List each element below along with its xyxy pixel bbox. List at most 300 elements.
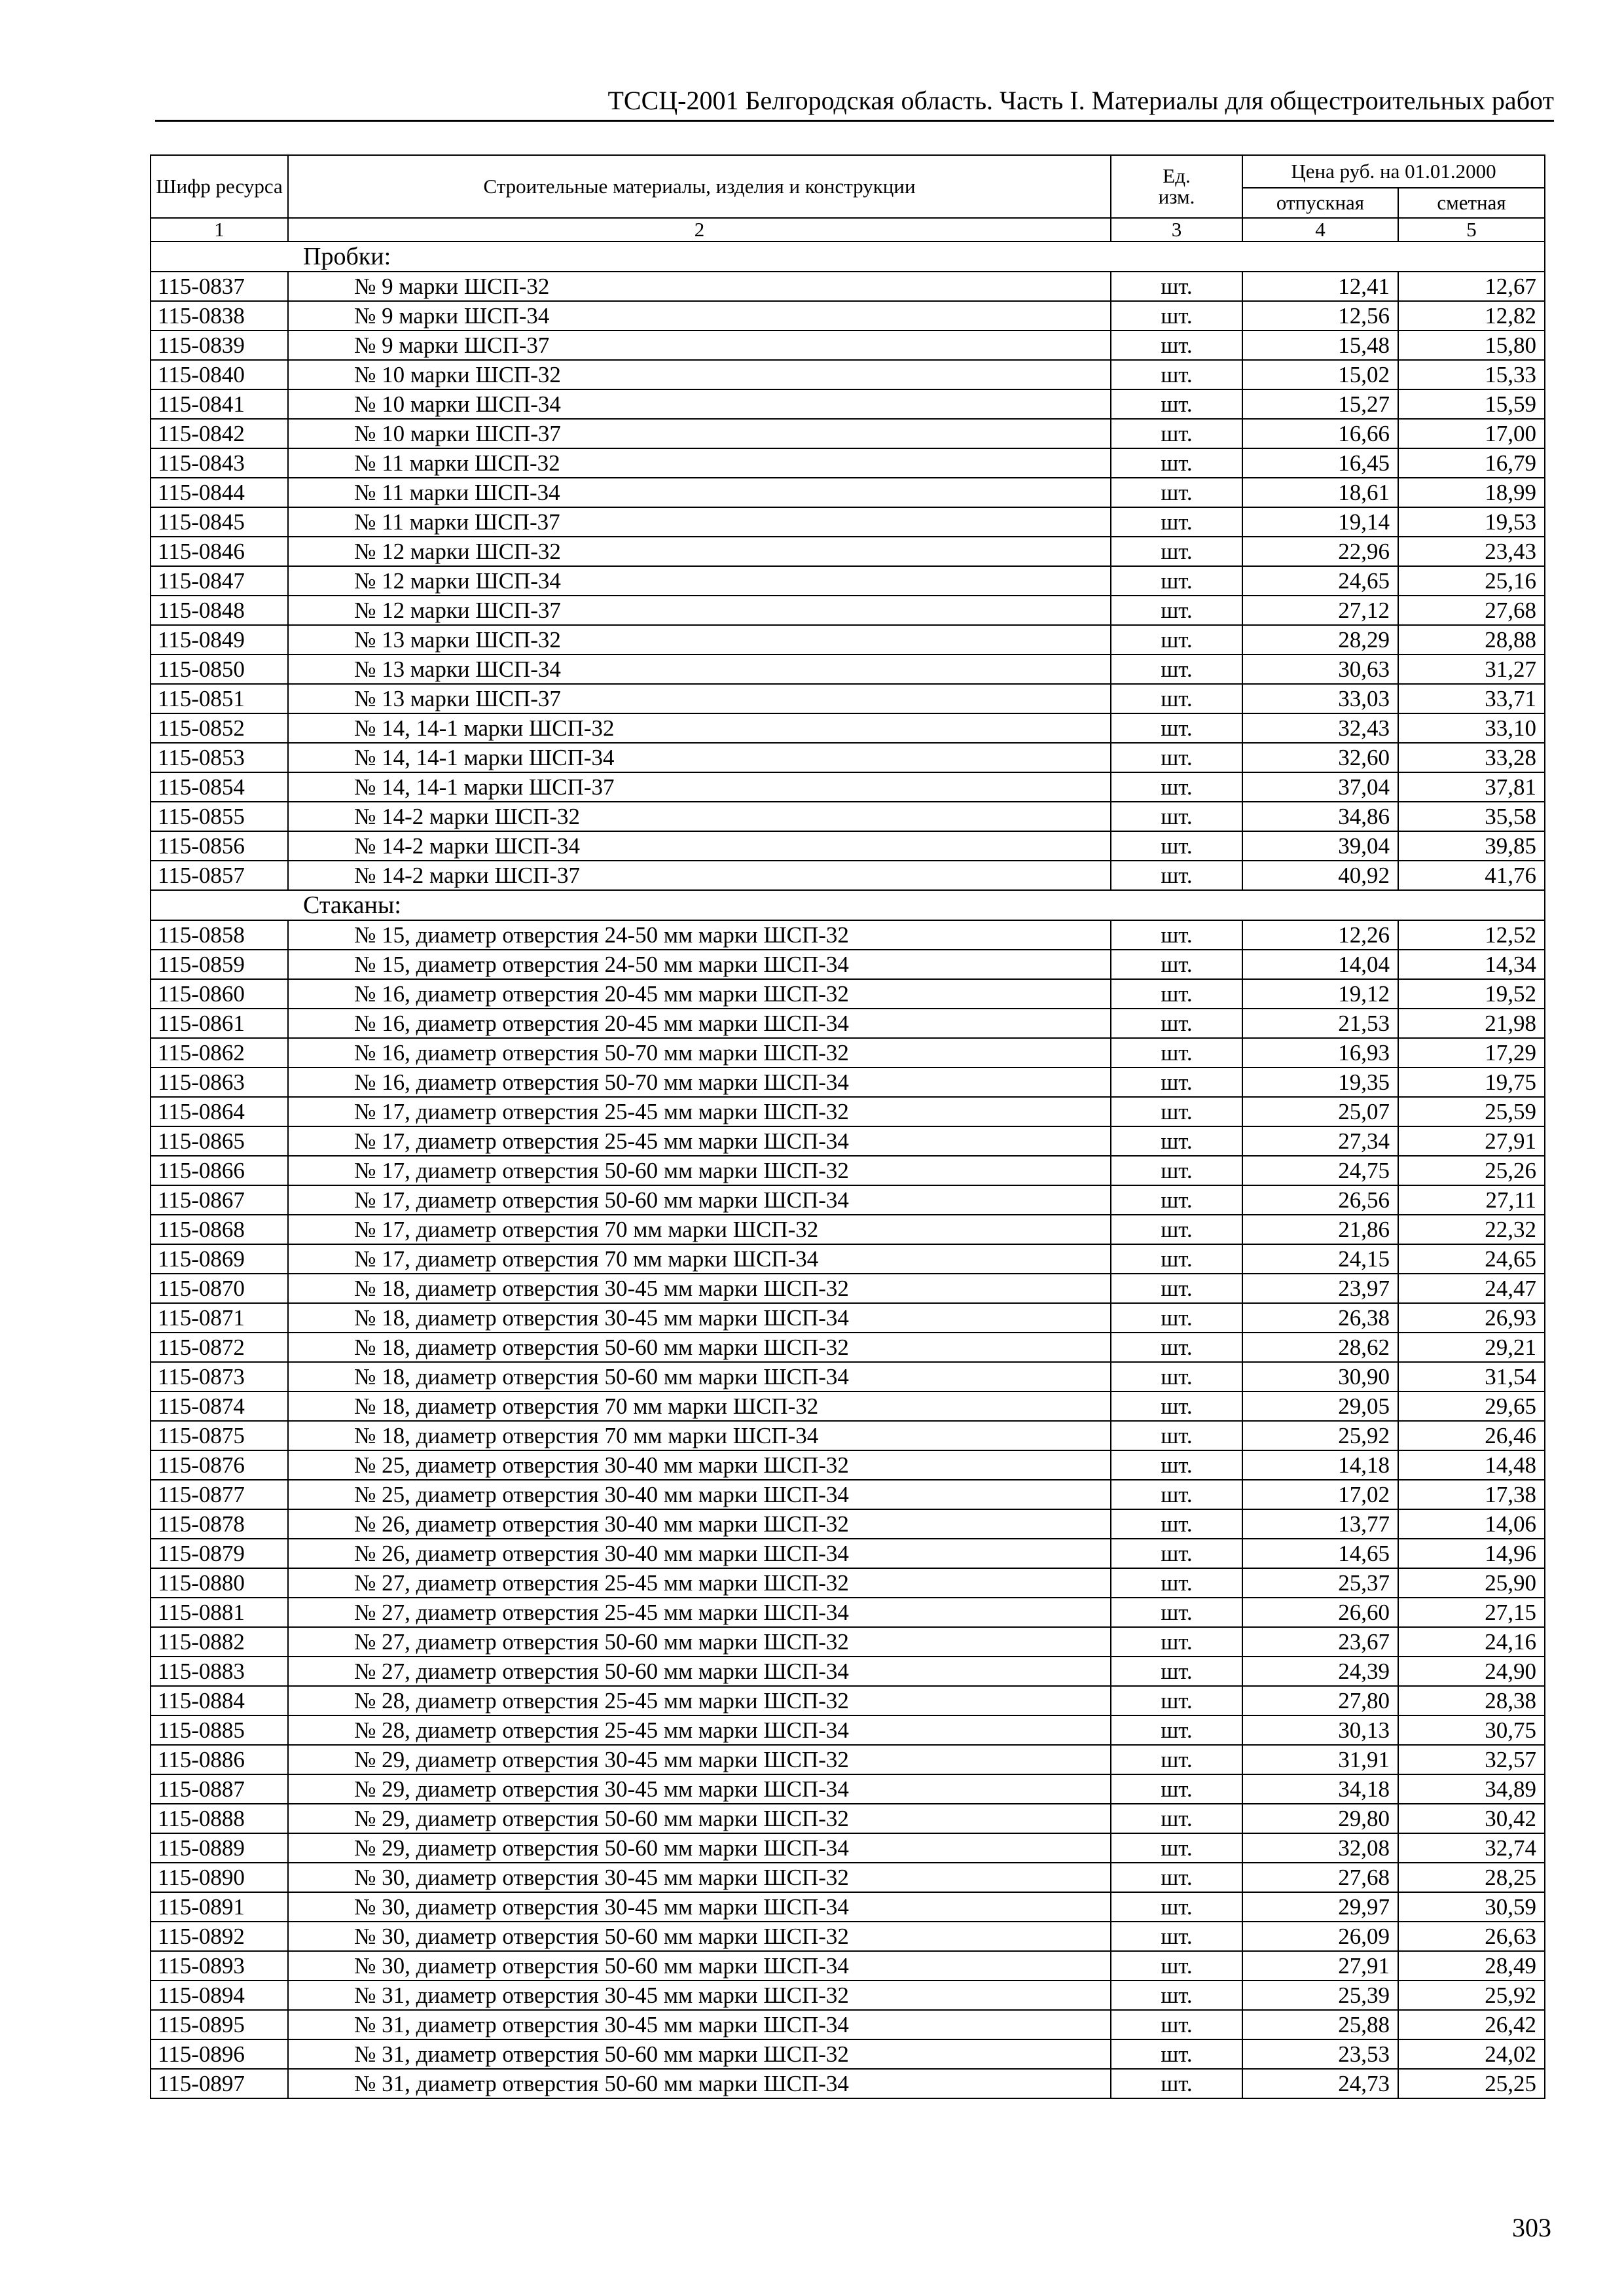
- table-row: [151, 1922, 1545, 1951]
- cell-name: № 9 марки ШСП-37: [288, 331, 1111, 360]
- cell-price-release: 27,12: [1242, 596, 1398, 625]
- table-row: [151, 1450, 1545, 1480]
- cell-name: № 11 марки ШСП-34: [288, 478, 1111, 507]
- cell-unit: шт.: [1111, 1303, 1242, 1333]
- table-header-row: [151, 155, 1545, 188]
- cell-unit: шт.: [1111, 1244, 1242, 1274]
- cell-unit: шт.: [1111, 1833, 1242, 1863]
- cell-name: № 25, диаметр отверстия 30-40 мм марки ШСП-32: [288, 1450, 1111, 1480]
- table-row: [151, 1627, 1545, 1657]
- cell-code: 115-0876: [151, 1450, 288, 1480]
- section-title-cell: [151, 890, 1545, 920]
- cell-price-estimate: 21,98: [1398, 1009, 1545, 1038]
- table-row: [151, 1598, 1545, 1627]
- cell-code: 115-0874: [151, 1391, 288, 1421]
- section-header-row: [151, 890, 1545, 920]
- cell-price-estimate: 15,80: [1398, 331, 1545, 360]
- table-row: [151, 2069, 1545, 2098]
- cell-price-estimate: 27,11: [1398, 1185, 1545, 1215]
- cell-price-estimate: 24,65: [1398, 1244, 1545, 1274]
- cell-unit: шт.: [1111, 1863, 1242, 1892]
- cell-code: 115-0863: [151, 1067, 288, 1097]
- table-row: [151, 1185, 1545, 1215]
- cell-price-estimate: 29,21: [1398, 1333, 1545, 1362]
- cell-code: 115-0875: [151, 1421, 288, 1450]
- cell-price-release: 33,03: [1242, 684, 1398, 713]
- cell-name: № 13 марки ШСП-32: [288, 625, 1111, 655]
- table-row: [151, 1421, 1545, 1450]
- cell-code: 115-0888: [151, 1804, 288, 1833]
- cell-unit: шт.: [1111, 507, 1242, 537]
- cell-unit: шт.: [1111, 1892, 1242, 1922]
- cell-name: № 26, диаметр отверстия 30-40 мм марки ШСП-32: [288, 1509, 1111, 1539]
- cell-unit: шт.: [1111, 1745, 1242, 1774]
- cell-code: 115-0839: [151, 331, 288, 360]
- cell-price-release: 17,02: [1242, 1480, 1398, 1509]
- cell-name: № 10 марки ШСП-32: [288, 360, 1111, 389]
- cell-price-estimate: 25,92: [1398, 1981, 1545, 2010]
- table-body: [151, 242, 1545, 2098]
- cell-price-estimate: 28,49: [1398, 1951, 1545, 1981]
- cell-name: № 13 марки ШСП-37: [288, 684, 1111, 713]
- cell-name: № 29, диаметр отверстия 30-45 мм марки ШСП-32: [288, 1745, 1111, 1774]
- table-row: [151, 1067, 1545, 1097]
- cell-price-release: 26,38: [1242, 1303, 1398, 1333]
- cell-price-release: 26,56: [1242, 1185, 1398, 1215]
- cell-name: № 26, диаметр отверстия 30-40 мм марки ШСП-34: [288, 1539, 1111, 1568]
- cell-name: № 31, диаметр отверстия 50-60 мм марки ШСП-34: [288, 2069, 1111, 2098]
- cell-code: 115-0871: [151, 1303, 288, 1333]
- cell-unit: шт.: [1111, 1568, 1242, 1598]
- cell-code: 115-0847: [151, 566, 288, 596]
- cell-code: 115-0873: [151, 1362, 288, 1391]
- cell-price-release: 32,43: [1242, 713, 1398, 743]
- cell-price-release: 19,35: [1242, 1067, 1398, 1097]
- cell-code: 115-0851: [151, 684, 288, 713]
- table-row: [151, 360, 1545, 389]
- cell-unit: шт.: [1111, 1067, 1242, 1097]
- cell-name: № 18, диаметр отверстия 50-60 мм марки ШСП-34: [288, 1362, 1111, 1391]
- cell-unit: шт.: [1111, 920, 1242, 950]
- cell-name: № 11 марки ШСП-37: [288, 507, 1111, 537]
- table-row: [151, 1156, 1545, 1185]
- cell-price-release: 32,60: [1242, 743, 1398, 772]
- cell-unit: шт.: [1111, 1362, 1242, 1391]
- cell-price-release: 30,90: [1242, 1362, 1398, 1391]
- cell-price-estimate: 26,46: [1398, 1421, 1545, 1450]
- price-table: [150, 154, 1545, 2099]
- cell-unit: шт.: [1111, 1333, 1242, 1362]
- cell-price-estimate: 41,76: [1398, 861, 1545, 890]
- cell-code: 115-0867: [151, 1185, 288, 1215]
- cell-price-release: 21,86: [1242, 1215, 1398, 1244]
- cell-price-release: 12,56: [1242, 301, 1398, 331]
- cell-code: 115-0889: [151, 1833, 288, 1863]
- table-row: [151, 655, 1545, 684]
- cell-price-release: 39,04: [1242, 831, 1398, 861]
- cell-price-estimate: 25,59: [1398, 1097, 1545, 1126]
- cell-unit: шт.: [1111, 360, 1242, 389]
- table-row: [151, 537, 1545, 566]
- table-row: [151, 1774, 1545, 1804]
- cell-code: 115-0877: [151, 1480, 288, 1509]
- cell-price-release: 24,65: [1242, 566, 1398, 596]
- table-row: [151, 1892, 1545, 1922]
- cell-unit: шт.: [1111, 802, 1242, 831]
- cell-unit: шт.: [1111, 272, 1242, 301]
- cell-code: 115-0892: [151, 1922, 288, 1951]
- cell-code: 115-0879: [151, 1539, 288, 1568]
- cell-price-estimate: 14,06: [1398, 1509, 1545, 1539]
- cell-code: 115-0855: [151, 802, 288, 831]
- cell-price-estimate: 12,67: [1398, 272, 1545, 301]
- cell-code: 115-0894: [151, 1981, 288, 2010]
- cell-price-release: 40,92: [1242, 861, 1398, 890]
- cell-name: № 17, диаметр отверстия 50-60 мм марки ШСП-32: [288, 1156, 1111, 1185]
- table-row: [151, 920, 1545, 950]
- cell-name: № 29, диаметр отверстия 30-45 мм марки ШСП-34: [288, 1774, 1111, 1804]
- header-price-estimate: сметная: [1398, 188, 1545, 218]
- cell-price-release: 30,63: [1242, 655, 1398, 684]
- cell-price-estimate: 17,29: [1398, 1038, 1545, 1067]
- table-row: [151, 272, 1545, 301]
- cell-code: 115-0854: [151, 772, 288, 802]
- cell-price-estimate: 33,10: [1398, 713, 1545, 743]
- cell-unit: шт.: [1111, 1480, 1242, 1509]
- table-row: [151, 1126, 1545, 1156]
- cell-unit: шт.: [1111, 596, 1242, 625]
- cell-price-release: 25,37: [1242, 1568, 1398, 1598]
- cell-price-release: 16,66: [1242, 419, 1398, 448]
- cell-unit: шт.: [1111, 1009, 1242, 1038]
- cell-name: № 14-2 марки ШСП-37: [288, 861, 1111, 890]
- section-title-cell: [151, 242, 1545, 272]
- cell-price-estimate: 15,59: [1398, 389, 1545, 419]
- cell-price-estimate: 37,81: [1398, 772, 1545, 802]
- table-row: [151, 566, 1545, 596]
- cell-unit: шт.: [1111, 625, 1242, 655]
- table-row: [151, 979, 1545, 1009]
- cell-price-release: 32,08: [1242, 1833, 1398, 1863]
- cell-name: № 31, диаметр отверстия 30-45 мм марки ШСП-34: [288, 2010, 1111, 2039]
- cell-price-release: 26,60: [1242, 1598, 1398, 1627]
- column-number: 2: [288, 218, 1111, 242]
- cell-price-release: 25,39: [1242, 1981, 1398, 2010]
- cell-price-estimate: 17,00: [1398, 419, 1545, 448]
- cell-unit: шт.: [1111, 2069, 1242, 2098]
- table-row: [151, 1244, 1545, 1274]
- cell-unit: шт.: [1111, 566, 1242, 596]
- cell-name: № 18, диаметр отверстия 30-45 мм марки ШСП-34: [288, 1303, 1111, 1333]
- cell-name: № 31, диаметр отверстия 30-45 мм марки ШСП-32: [288, 1981, 1111, 2010]
- table-row: [151, 1657, 1545, 1686]
- cell-name: № 15, диаметр отверстия 24-50 мм марки ШСП-32: [288, 920, 1111, 950]
- cell-unit: шт.: [1111, 772, 1242, 802]
- cell-unit: шт.: [1111, 1598, 1242, 1627]
- cell-price-release: 19,14: [1242, 507, 1398, 537]
- cell-code: 115-0840: [151, 360, 288, 389]
- cell-unit: шт.: [1111, 1657, 1242, 1686]
- cell-unit: шт.: [1111, 1421, 1242, 1450]
- cell-unit: шт.: [1111, 389, 1242, 419]
- cell-code: 115-0844: [151, 478, 288, 507]
- table-row: [151, 419, 1545, 448]
- cell-unit: шт.: [1111, 1126, 1242, 1156]
- cell-unit: шт.: [1111, 1391, 1242, 1421]
- cell-price-release: 27,68: [1242, 1863, 1398, 1892]
- cell-price-release: 28,62: [1242, 1333, 1398, 1362]
- cell-code: 115-0897: [151, 2069, 288, 2098]
- cell-code: 115-0861: [151, 1009, 288, 1038]
- cell-code: 115-0837: [151, 272, 288, 301]
- cell-code: 115-0843: [151, 448, 288, 478]
- cell-unit: шт.: [1111, 331, 1242, 360]
- cell-name: № 31, диаметр отверстия 50-60 мм марки ШСП-32: [288, 2039, 1111, 2069]
- cell-name: № 14-2 марки ШСП-32: [288, 802, 1111, 831]
- cell-price-release: 24,73: [1242, 2069, 1398, 2098]
- cell-code: 115-0880: [151, 1568, 288, 1598]
- cell-code: 115-0860: [151, 979, 288, 1009]
- cell-code: 115-0895: [151, 2010, 288, 2039]
- cell-unit: шт.: [1111, 1627, 1242, 1657]
- cell-code: 115-0850: [151, 655, 288, 684]
- cell-name: № 17, диаметр отверстия 25-45 мм марки ШСП-32: [288, 1097, 1111, 1126]
- table-row: [151, 861, 1545, 890]
- table-row: [151, 713, 1545, 743]
- cell-code: 115-0852: [151, 713, 288, 743]
- cell-unit: шт.: [1111, 2010, 1242, 2039]
- cell-price-release: 27,80: [1242, 1686, 1398, 1715]
- cell-price-estimate: 28,88: [1398, 625, 1545, 655]
- cell-price-estimate: 14,96: [1398, 1539, 1545, 1568]
- cell-unit: шт.: [1111, 1156, 1242, 1185]
- cell-price-release: 30,13: [1242, 1715, 1398, 1745]
- cell-price-estimate: 14,34: [1398, 950, 1545, 979]
- table-row: [151, 478, 1545, 507]
- cell-unit: шт.: [1111, 448, 1242, 478]
- cell-code: 115-0845: [151, 507, 288, 537]
- cell-price-estimate: 27,91: [1398, 1126, 1545, 1156]
- cell-price-estimate: 29,65: [1398, 1391, 1545, 1421]
- cell-code: 115-0853: [151, 743, 288, 772]
- cell-name: № 10 марки ШСП-34: [288, 389, 1111, 419]
- cell-price-estimate: 16,79: [1398, 448, 1545, 478]
- cell-unit: шт.: [1111, 1981, 1242, 2010]
- table-row: [151, 2039, 1545, 2069]
- cell-unit: шт.: [1111, 713, 1242, 743]
- cell-name: № 16, диаметр отверстия 20-45 мм марки ШСП-32: [288, 979, 1111, 1009]
- cell-price-release: 23,97: [1242, 1274, 1398, 1303]
- cell-code: 115-0846: [151, 537, 288, 566]
- cell-unit: шт.: [1111, 537, 1242, 566]
- cell-name: № 29, диаметр отверстия 50-60 мм марки ШСП-34: [288, 1833, 1111, 1863]
- cell-price-estimate: 26,63: [1398, 1922, 1545, 1951]
- cell-unit: шт.: [1111, 743, 1242, 772]
- cell-price-release: 26,09: [1242, 1922, 1398, 1951]
- cell-code: 115-0885: [151, 1715, 288, 1745]
- cell-code: 115-0896: [151, 2039, 288, 2069]
- cell-code: 115-0883: [151, 1657, 288, 1686]
- table-row: [151, 1009, 1545, 1038]
- table-row: [151, 1215, 1545, 1244]
- cell-price-estimate: 30,42: [1398, 1804, 1545, 1833]
- cell-code: 115-0862: [151, 1038, 288, 1067]
- cell-name: № 9 марки ШСП-34: [288, 301, 1111, 331]
- table-row: [151, 772, 1545, 802]
- cell-code: 115-0890: [151, 1863, 288, 1892]
- cell-price-estimate: 23,43: [1398, 537, 1545, 566]
- header-divider: [155, 120, 1554, 122]
- column-number: 5: [1398, 218, 1545, 242]
- table-row: [151, 625, 1545, 655]
- cell-price-release: 22,96: [1242, 537, 1398, 566]
- cell-price-release: 13,77: [1242, 1509, 1398, 1539]
- table-row: [151, 1981, 1545, 2010]
- cell-price-release: 14,65: [1242, 1539, 1398, 1568]
- cell-code: 115-0858: [151, 920, 288, 950]
- cell-name: № 16, диаметр отверстия 20-45 мм марки ШСП-34: [288, 1009, 1111, 1038]
- cell-price-estimate: 25,16: [1398, 566, 1545, 596]
- cell-name: № 12 марки ШСП-34: [288, 566, 1111, 596]
- table-row: [151, 1509, 1545, 1539]
- cell-name: № 11 марки ШСП-32: [288, 448, 1111, 478]
- cell-price-release: 24,75: [1242, 1156, 1398, 1185]
- cell-name: № 15, диаметр отверстия 24-50 мм марки ШСП-34: [288, 950, 1111, 979]
- cell-price-estimate: 32,74: [1398, 1833, 1545, 1863]
- cell-unit: шт.: [1111, 831, 1242, 861]
- cell-name: № 28, диаметр отверстия 25-45 мм марки ШСП-32: [288, 1686, 1111, 1715]
- cell-code: 115-0865: [151, 1126, 288, 1156]
- column-number: 4: [1242, 218, 1398, 242]
- table-row: [151, 1480, 1545, 1509]
- cell-name: № 14, 14-1 марки ШСП-34: [288, 743, 1111, 772]
- cell-unit: шт.: [1111, 950, 1242, 979]
- cell-code: 115-0884: [151, 1686, 288, 1715]
- cell-price-release: 16,93: [1242, 1038, 1398, 1067]
- cell-price-release: 25,92: [1242, 1421, 1398, 1450]
- table-row: [151, 1038, 1545, 1067]
- cell-unit: шт.: [1111, 1951, 1242, 1981]
- cell-price-estimate: 33,71: [1398, 684, 1545, 713]
- cell-unit: шт.: [1111, 655, 1242, 684]
- cell-unit: шт.: [1111, 1450, 1242, 1480]
- cell-unit: шт.: [1111, 1038, 1242, 1067]
- cell-unit: шт.: [1111, 301, 1242, 331]
- cell-name: № 18, диаметр отверстия 70 мм марки ШСП-32: [288, 1391, 1111, 1421]
- cell-price-release: 21,53: [1242, 1009, 1398, 1038]
- cell-price-release: 12,26: [1242, 920, 1398, 950]
- cell-unit: шт.: [1111, 861, 1242, 890]
- table-row: [151, 1686, 1545, 1715]
- cell-name: № 17, диаметр отверстия 70 мм марки ШСП-34: [288, 1244, 1111, 1274]
- cell-name: № 27, диаметр отверстия 25-45 мм марки ШСП-34: [288, 1598, 1111, 1627]
- cell-price-estimate: 19,53: [1398, 507, 1545, 537]
- cell-price-estimate: 25,26: [1398, 1156, 1545, 1185]
- cell-price-release: 31,91: [1242, 1745, 1398, 1774]
- cell-unit: шт.: [1111, 478, 1242, 507]
- table-row: [151, 1274, 1545, 1303]
- column-number: 1: [151, 218, 288, 242]
- cell-unit: шт.: [1111, 2039, 1242, 2069]
- cell-price-estimate: 25,90: [1398, 1568, 1545, 1598]
- cell-price-estimate: 35,58: [1398, 802, 1545, 831]
- cell-price-estimate: 30,75: [1398, 1715, 1545, 1745]
- cell-price-estimate: 12,82: [1398, 301, 1545, 331]
- cell-price-release: 34,86: [1242, 802, 1398, 831]
- cell-unit: шт.: [1111, 419, 1242, 448]
- cell-price-estimate: 27,15: [1398, 1598, 1545, 1627]
- cell-code: 115-0857: [151, 861, 288, 890]
- cell-code: 115-0841: [151, 389, 288, 419]
- table-row: [151, 1804, 1545, 1833]
- cell-price-estimate: 24,02: [1398, 2039, 1545, 2069]
- cell-unit: шт.: [1111, 1509, 1242, 1539]
- cell-code: 115-0866: [151, 1156, 288, 1185]
- cell-price-release: 29,97: [1242, 1892, 1398, 1922]
- table-row: [151, 448, 1545, 478]
- cell-code: 115-0859: [151, 950, 288, 979]
- table-row: [151, 743, 1545, 772]
- cell-price-release: 24,15: [1242, 1244, 1398, 1274]
- cell-price-estimate: 19,52: [1398, 979, 1545, 1009]
- cell-name: № 29, диаметр отверстия 50-60 мм марки ШСП-32: [288, 1804, 1111, 1833]
- cell-name: № 14-2 марки ШСП-34: [288, 831, 1111, 861]
- cell-price-estimate: 28,38: [1398, 1686, 1545, 1715]
- section-title: Пробки:: [303, 243, 391, 270]
- page-number: 303: [1512, 2213, 1551, 2242]
- table-row: [151, 2010, 1545, 2039]
- cell-price-estimate: 28,25: [1398, 1863, 1545, 1892]
- cell-price-release: 16,45: [1242, 448, 1398, 478]
- cell-code: 115-0872: [151, 1333, 288, 1362]
- cell-unit: шт.: [1111, 1686, 1242, 1715]
- cell-unit: шт.: [1111, 979, 1242, 1009]
- column-number: 3: [1111, 218, 1242, 242]
- cell-price-estimate: 30,59: [1398, 1892, 1545, 1922]
- table-row: [151, 1303, 1545, 1333]
- cell-price-release: 34,18: [1242, 1774, 1398, 1804]
- table-row: [151, 802, 1545, 831]
- cell-price-estimate: 15,33: [1398, 360, 1545, 389]
- cell-name: № 16, диаметр отверстия 50-70 мм марки ШСП-34: [288, 1067, 1111, 1097]
- table-row: [151, 1863, 1545, 1892]
- cell-code: 115-0881: [151, 1598, 288, 1627]
- cell-price-estimate: 26,42: [1398, 2010, 1545, 2039]
- cell-price-estimate: 27,68: [1398, 596, 1545, 625]
- cell-name: № 12 марки ШСП-32: [288, 537, 1111, 566]
- section-header-row: [151, 242, 1545, 272]
- cell-price-release: 12,41: [1242, 272, 1398, 301]
- cell-price-estimate: 12,52: [1398, 920, 1545, 950]
- cell-name: № 14, 14-1 марки ШСП-32: [288, 713, 1111, 743]
- cell-price-estimate: 24,16: [1398, 1627, 1545, 1657]
- cell-price-release: 14,18: [1242, 1450, 1398, 1480]
- cell-price-release: 27,91: [1242, 1951, 1398, 1981]
- table-row: [151, 1568, 1545, 1598]
- cell-name: № 27, диаметр отверстия 25-45 мм марки ШСП-32: [288, 1568, 1111, 1598]
- table-row: [151, 389, 1545, 419]
- section-title: Стаканы:: [303, 891, 401, 919]
- table-row: [151, 684, 1545, 713]
- cell-code: 115-0848: [151, 596, 288, 625]
- header-price-release: отпускная: [1242, 188, 1398, 218]
- cell-name: № 16, диаметр отверстия 50-70 мм марки ШСП-32: [288, 1038, 1111, 1067]
- cell-price-release: 27,34: [1242, 1126, 1398, 1156]
- cell-price-estimate: 25,25: [1398, 2069, 1545, 2098]
- cell-code: 115-0842: [151, 419, 288, 448]
- cell-code: 115-0893: [151, 1951, 288, 1981]
- cell-price-release: 19,12: [1242, 979, 1398, 1009]
